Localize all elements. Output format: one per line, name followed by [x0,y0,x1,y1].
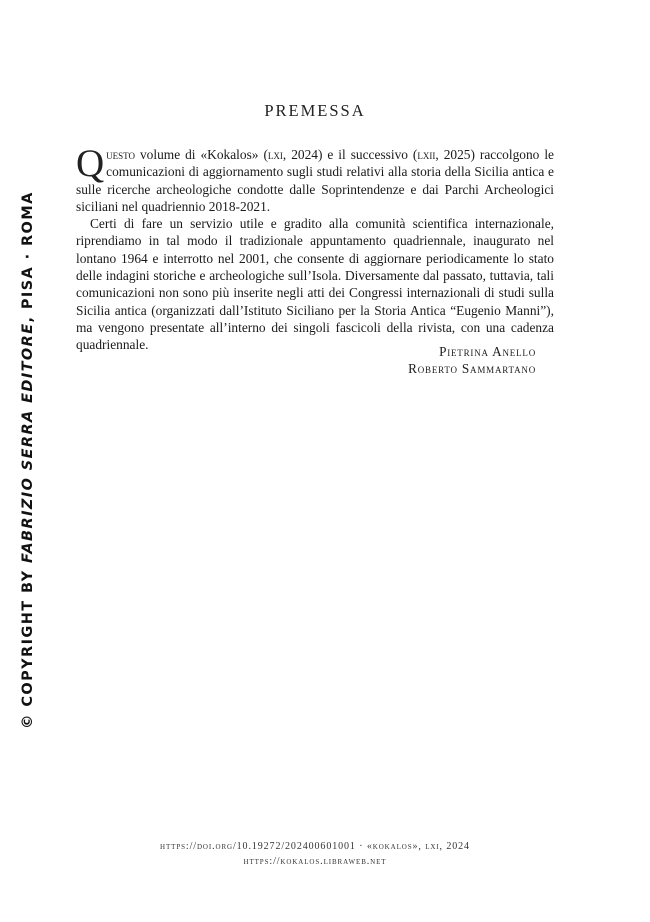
paragraph-1-text-c: , 2025) raccolgono le comunicazioni di aggiornamento sugli studi relativi alla storia della Sicilia antica e sulle ricerche archeologiche condotte dalle Soprintendenze e dai Parchi Archeologici siciliani nel quadriennio 2018-2021. [76,147,554,214]
page-title: PREMESSA [264,101,366,120]
signature-block [76,343,536,378]
paragraph-1 [76,142,554,215]
opening-smallcaps: uesto [106,147,136,162]
drop-cap: Q [76,142,105,185]
volume-numeral-2: lxii [417,147,436,162]
paragraph-2: Certi di fare un servizio utile e gradito alla comunità scientifica internazionale, riprendiamo in tal modo il tradizionale appuntamento quadriennale, inaugurato nel lontano 1964 e interrotto nel 2001, che consente di aggiornare periodicamente lo stato delle indagini storiche e archeologiche sull’Isola. Diversamente dal passato, tuttavia, tali comunicazioni non sono più inserite negli atti dei Congressi internazionali di studi sulla Sicilia antica (organizzati dall’Istituto Siciliano per la Storia Antica “Eugenio Manni”), ma vengono presentate all’interno dei singoli fascicoli della rivista, con una cadenza quadriennale. [76,216,554,353]
paragraph-1-text-a: volume di «Kokalos» ( [135,147,268,162]
preface-body [76,142,554,354]
footer-doi-line: https://doi.org/10.19272/202400601001 · «kokalos», lxi, 2024 [160,841,470,852]
copyright-publisher: FABRIZIO SERRA EDITORE [20,322,36,563]
signature-author-1: Pietrina Anello [439,344,536,359]
signature-author-2: Roberto Sammartano [408,361,536,377]
volume-numeral-1: lxi [267,147,283,162]
copyright-vertical-text [19,191,37,729]
copyright-suffix: , PISA · ROMA [20,191,36,323]
paragraph-1-text-b: , 2024) e il successivo ( [282,147,418,162]
copyright-prefix: © COPYRIGHT BY [20,563,36,729]
footer-website-line: https://kokalos.libraweb.net [243,856,387,867]
